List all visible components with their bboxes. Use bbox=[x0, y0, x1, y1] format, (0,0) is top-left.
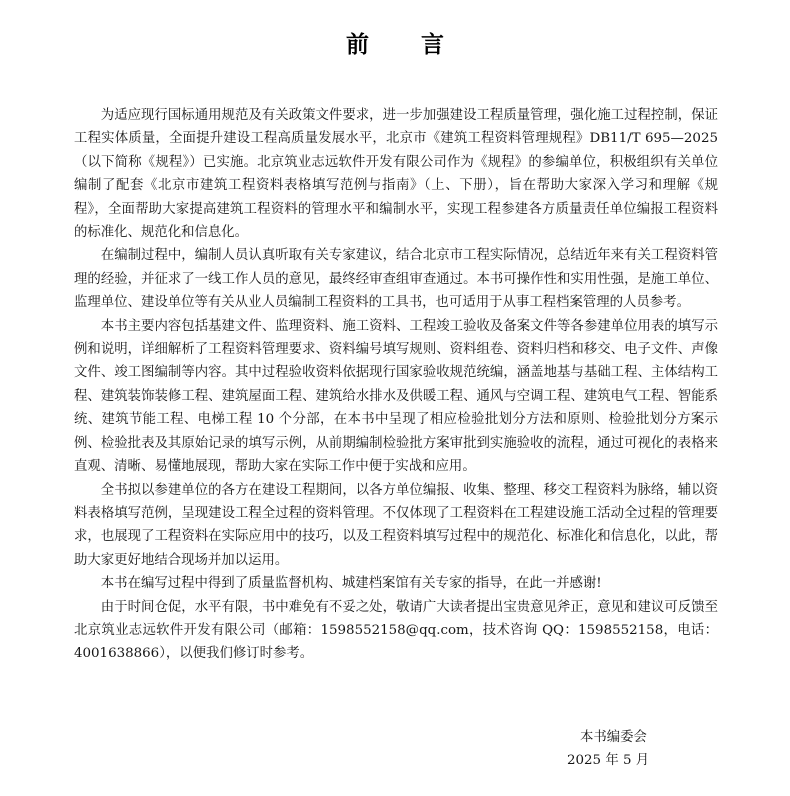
preface-body bbox=[74, 104, 718, 666]
paragraph-5: 本书在编写过程中得到了质量监督机构、城建档案馆有关专家的指导，在此一并感谢! bbox=[100, 576, 602, 592]
paragraph-4: 全书拟以参建单位的各方在建设工程期间，以各方单位编报、收集、整理、移交工程资料为脉络，辅以资料表格填写范例，呈现建设工程全过程的资料管理。不仅体现了工程资料在工程建设施工活动全过程的管理要求，也展现了工程资料在实际应用中的技巧，以及工程资料填写过程中的规范化、标准化和信息化，以此，帮助大家更好地结合现场并加以运用。 bbox=[74, 482, 718, 568]
page-title: 前 言 bbox=[345, 32, 466, 58]
paragraph-3: 本书主要内容包括基建文件、监理资料、施工资料、工程竣工验收及备案文件等各参建单位用表的填写示例和说明，详细解析了工程资料管理要求、资料编号填写规则、资料组卷、资料归档和移交、电子文件、声像文件、竣工图编制等内容。其中过程验收资料依据现行国家验收规范统编，涵盖地基与基础工程、主体结构工程、建筑装饰装修工程、建筑屋面工程、建筑给水排水及供暖工程、通风与空调工程、建筑电气工程、智能系统、建筑节能工程、电梯工程 10 个分部，在本书中呈现了相应检验批划分方法和原则、检验批划分方案示例、检验批表及其原始记录的填写示例，从前期编制检验批方案审批到实施验收的流程，通过可视化的表格来直观、清晰、易懂地展现，帮助大家在实际工作中便于实战和应用。 bbox=[74, 318, 718, 475]
paragraph-6: 由于时间仓促，水平有限，书中难免有不妥之处，敬请广大读者提出宝贵意见斧正，意见和建议可反馈至北京筑业志远软件开发有限公司（邮箱：1598552158@qq.com，技术咨询 QQ：1598552158，电话：4001638866），以便我们修订时参考。 bbox=[74, 599, 718, 662]
signature-date: 2025 年 5 月 bbox=[567, 753, 650, 768]
paragraph-1: 为适应现行国标通用规范及有关政策文件要求，进一步加强建设工程质量管理，强化施工过程控制，保证工程实体质量，全面提升建设工程高质量发展水平，北京市《建筑工程资料管理规程》DB11/T 695—2025（以下简称《规程》）已实施。北京筑业志远软件开发有限公司作为《规程》的参编单位，积极组织有关单位编制了配套《北京市建筑工程资料表格填写范例与指南》（上、下册），旨在帮助大家深入学习和理解《规程》，全面帮助大家提高建筑工程资料的管理水平和编制水平，实现工程参建各方质量责任单位编报工程资料的标准化、规范化和信息化。 bbox=[74, 108, 718, 241]
signature-org: 本书编委会 bbox=[580, 730, 647, 745]
paragraph-2: 在编制过程中，编制人员认真听取有关专家建议，结合北京市工程实际情况，总结近年来有关工程资料管理的经验，并征求了一线工作人员的意见，最终经审查组审查通过。本书可操作性和实用性强，是施工单位、监理单位、建设单位等有关从业人员编制工程资料的工具书，也可适用于从事工程档案管理的人员参考。 bbox=[74, 248, 718, 311]
